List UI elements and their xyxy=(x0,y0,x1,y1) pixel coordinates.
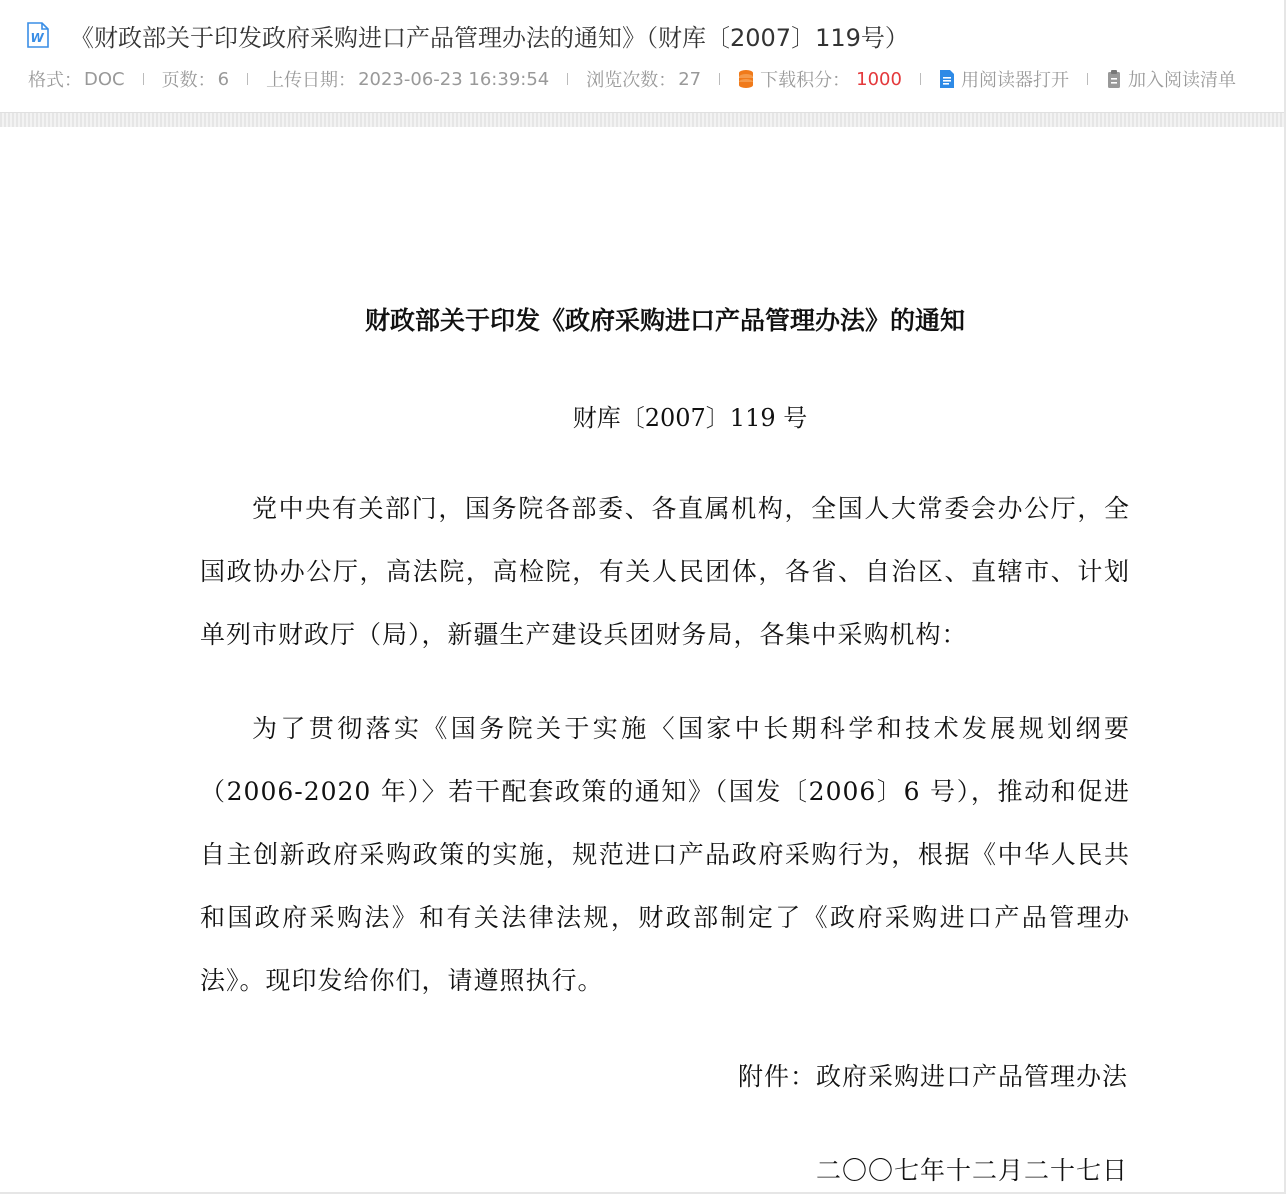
reader-label: 用阅读器打开 xyxy=(960,70,1069,91)
document-title: 《财政部关于印发政府采购进口产品管理办法的通知》（财库〔2007〕119号） xyxy=(70,23,909,52)
coins-icon xyxy=(738,69,754,89)
points-label: 下载积分： xyxy=(760,70,851,91)
word-doc-icon xyxy=(26,22,48,48)
readlist-label: 加入阅读清单 xyxy=(1127,70,1236,91)
paragraph-body: 为了贯彻落实《国务院关于实施〈国家中长期科学和技术发展规划纲要（2006-2020 年）〉若干配套政策的通知》（国发〔2006〕6 号），推动和促进自主创新政府采购政策的实施，规范进口产品政府采购行为，根据《中华人民共和国政府采购法》和有关法律法规，财政部制定了《政府采购进口产品管理办法》。现印发给你们，请遵照执行。 xyxy=(200,714,1130,995)
separator xyxy=(1087,73,1088,85)
svg-text:W: W xyxy=(30,31,44,45)
views-info xyxy=(586,66,701,92)
upload-value: 2023-06-23 16:39:54 xyxy=(358,68,550,90)
points-value: 1000 xyxy=(856,68,902,90)
attachment-line: 附件：政府采购进口产品管理办法 xyxy=(737,1062,1128,1091)
download-points-info xyxy=(738,66,902,92)
separator xyxy=(719,73,720,85)
date-line: 二〇〇七年十二月二十七日 xyxy=(815,1156,1128,1185)
document-heading: 财政部关于印发《政府采购进口产品管理办法》的通知 xyxy=(364,306,965,335)
separator xyxy=(247,73,248,85)
format-value: DOC xyxy=(84,68,125,90)
pages-value: 6 xyxy=(217,68,230,90)
document-header xyxy=(0,0,1286,112)
separator xyxy=(567,73,568,85)
separator xyxy=(143,73,144,85)
views-value: 27 xyxy=(678,68,702,90)
upload-date-info xyxy=(266,66,549,92)
document-page xyxy=(0,127,1284,1194)
clipboard-icon xyxy=(1106,69,1122,89)
document-number: 财库〔2007〕119 号 xyxy=(572,404,808,432)
header-divider xyxy=(0,112,1286,128)
format-label: 格式： xyxy=(28,70,82,91)
pages-info xyxy=(162,66,229,92)
meta-row xyxy=(28,66,1236,92)
views-label: 浏览次数： xyxy=(586,70,677,91)
title-row xyxy=(26,18,909,52)
separator xyxy=(920,73,921,85)
upload-label: 上传日期： xyxy=(266,70,357,91)
add-to-reading-list-button[interactable] xyxy=(1106,66,1236,92)
paragraph-addressees: 党中央有关部门，国务院各部委、各直属机构，全国人大常委会办公厅，全国政协办公厅，高法院，高检院，有关人民团体，各省、自治区、直辖市、计划单列市财政厅（局），新疆生产建设兵团财务局，各集中采购机构： xyxy=(200,494,1130,649)
format-info xyxy=(28,66,125,92)
open-with-reader-button[interactable] xyxy=(939,66,1069,92)
document-icon xyxy=(939,69,955,89)
pages-label: 页数： xyxy=(161,70,216,91)
